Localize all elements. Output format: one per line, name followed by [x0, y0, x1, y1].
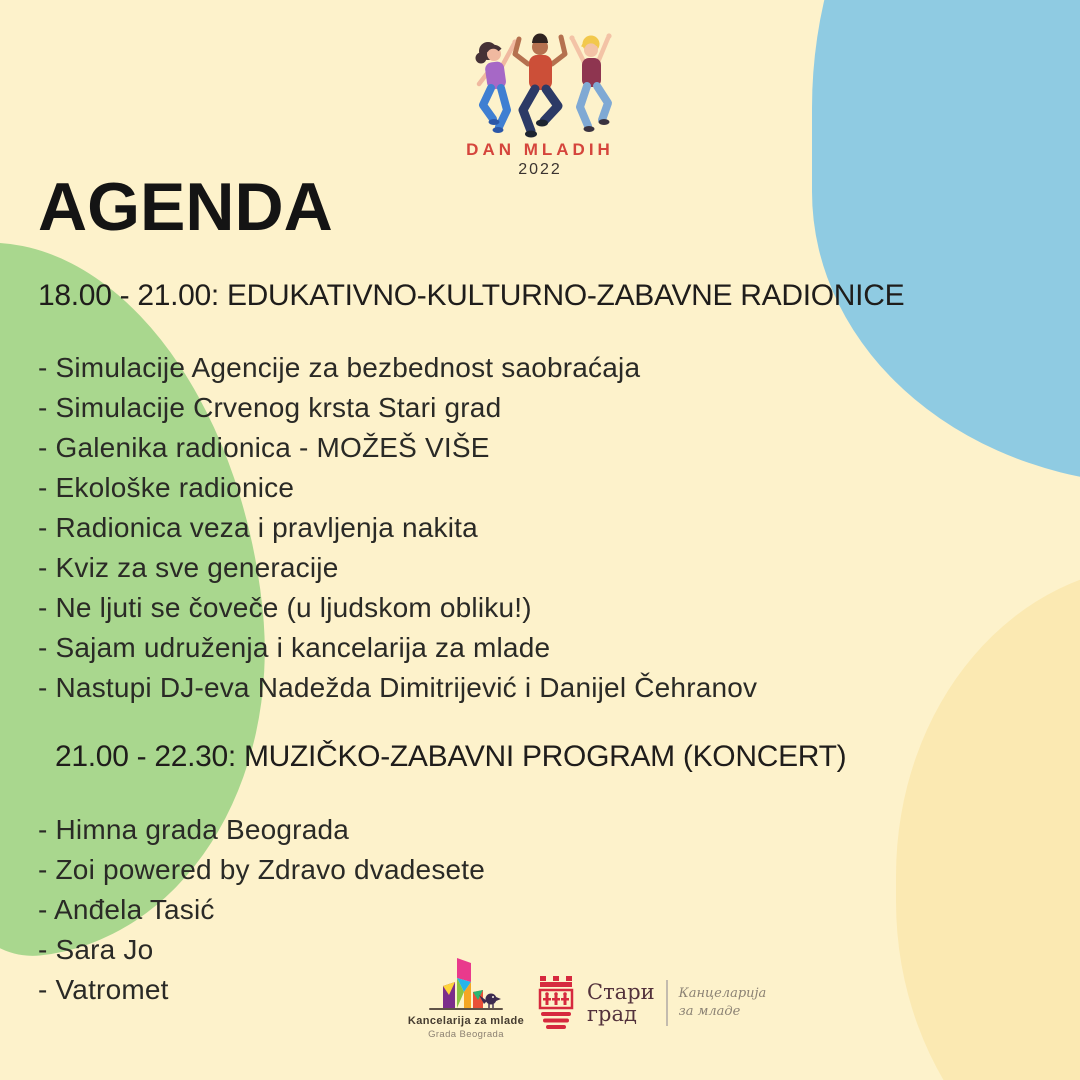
dancing-people-icon [445, 26, 635, 138]
municipality-name-line2: град [587, 1002, 637, 1026]
section-1-list [38, 348, 757, 708]
list-item: - Zoi powered by Zdravo dvadesete [38, 854, 486, 885]
page-title: AGENDA [38, 169, 333, 245]
list-item: - Ne ljuti se čoveče (u ljudskom obliku!) [38, 592, 532, 623]
list-item: - Galenika radionica - MOŽEŠ VIŠE [38, 432, 490, 463]
event-name: DAN MLADIH [466, 140, 614, 159]
municipality-office-line2: за младе [678, 1004, 741, 1019]
municipality-office [679, 985, 767, 1021]
youth-office-name: Kancelarija za mlade [407, 1015, 525, 1027]
municipality-office-line1: Канцеларија [678, 986, 767, 1001]
list-item: - Simulacije Agencije za bezbednost saobraćaja [38, 352, 641, 383]
colorful-towers-bird-icon [411, 954, 521, 1012]
list-item: - Sara Jo [38, 934, 154, 965]
municipality-name-line1: Стари [587, 980, 655, 1004]
event-year: 2022 [518, 161, 562, 178]
fortress-crest-icon [536, 974, 576, 1032]
list-item: - Sajam udruženja i kancelarija za mlade [38, 632, 551, 663]
list-item: - Vatromet [38, 974, 169, 1005]
section-2-heading: 21.00 - 22.30: MUZIČKO-ZABAVNI PROGRAM (KONCERT) [55, 740, 847, 773]
list-item: - Radionica veza i pravljenja nakita [38, 512, 478, 543]
youth-office-logo [398, 954, 534, 1040]
section-1-heading: 18.00 - 21.00: EDUKATIVNO-KULTURNO-ZABAVNE RADIONICE [38, 279, 905, 312]
yellow-corner-blob [896, 565, 1080, 1080]
list-item: - Ekološke radionice [38, 472, 295, 503]
event-logo [0, 26, 1080, 179]
list-item: - Himna grada Beograda [38, 814, 350, 845]
list-item: - Nastupi DJ-eva Nadežda Dimitrijević i Danijel Čehranov [38, 672, 758, 703]
logo-divider [666, 980, 668, 1026]
municipality-name [587, 981, 655, 1025]
list-item: - Simulacije Crvenog krsta Stari grad [38, 392, 502, 423]
stari-grad-logo [536, 974, 766, 1032]
youth-office-city: Grada Beograda [428, 1029, 504, 1040]
list-item: - Kviz za sve generacije [38, 552, 339, 583]
list-item: - Anđela Tasić [38, 894, 215, 925]
